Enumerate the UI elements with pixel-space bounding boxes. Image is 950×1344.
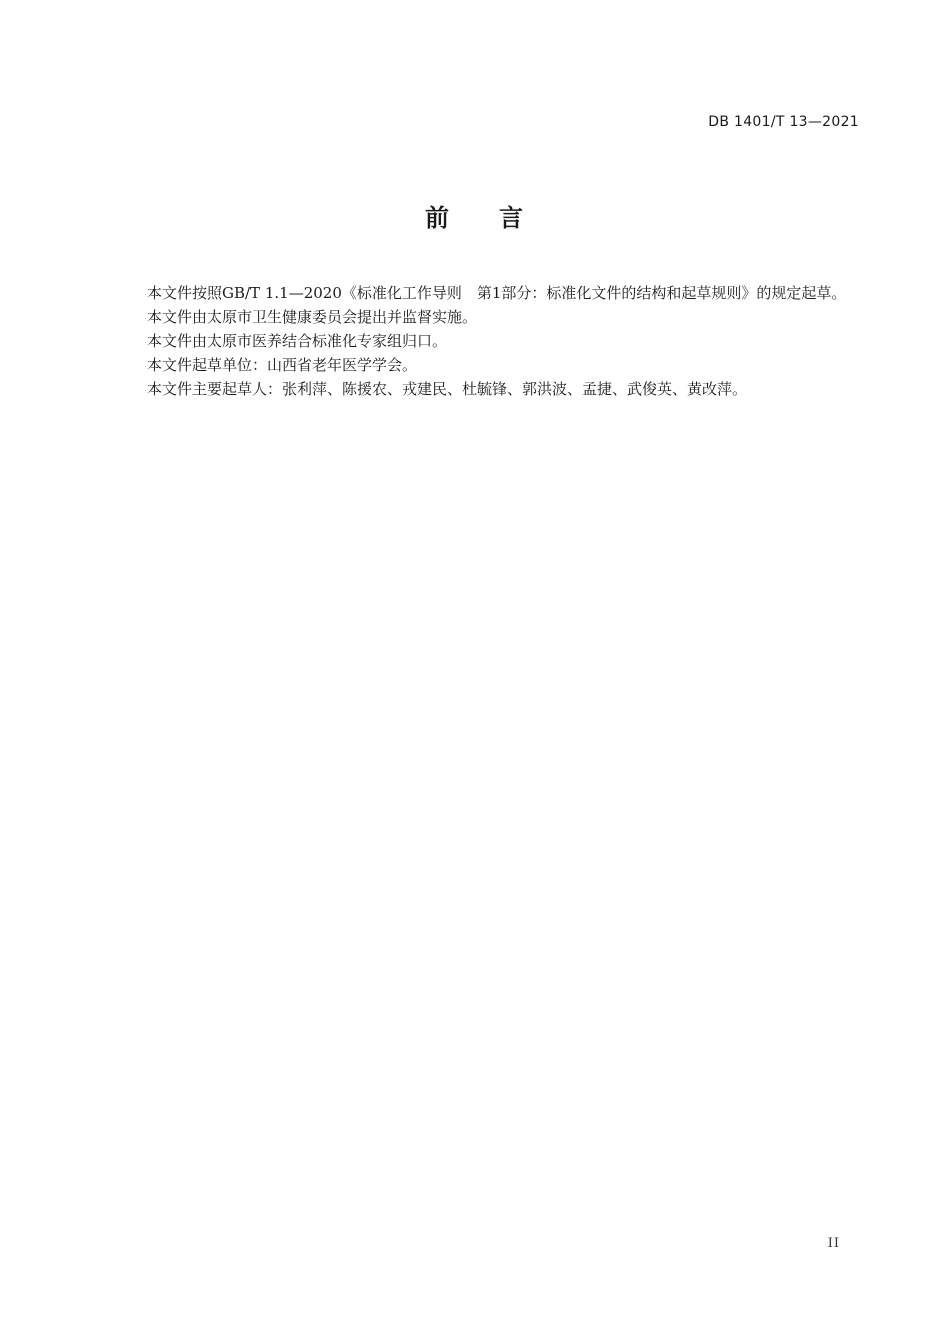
- foreword-body: [113, 281, 859, 401]
- paragraph-administrator: 本文件由太原市医养结合标准化专家组归口。: [147, 332, 448, 350]
- title-char-2: 言: [499, 204, 525, 232]
- page-title: [0, 198, 950, 233]
- paragraph-proposer: 本文件由太原市卫生健康委员会提出并监督实施。: [147, 308, 478, 326]
- document-code: DB 1401/T 13—2021: [708, 114, 859, 130]
- paragraph-drafting-basis: 本文件按照GB/T 1.1—2020《标准化工作导则 第1部分：标准化文件的结构和起草规则》的规定起草。: [147, 284, 847, 302]
- paragraph-drafters: 本文件主要起草人：张利萍、陈援农、戎建民、杜毓锋、郭洪波、孟捷、武俊英、黄改萍。: [147, 380, 748, 398]
- paragraph-drafting-unit: 本文件起草单位：山西省老年医学学会。: [147, 356, 418, 374]
- page-number: II: [827, 1236, 840, 1251]
- title-char-1: 前: [425, 204, 451, 232]
